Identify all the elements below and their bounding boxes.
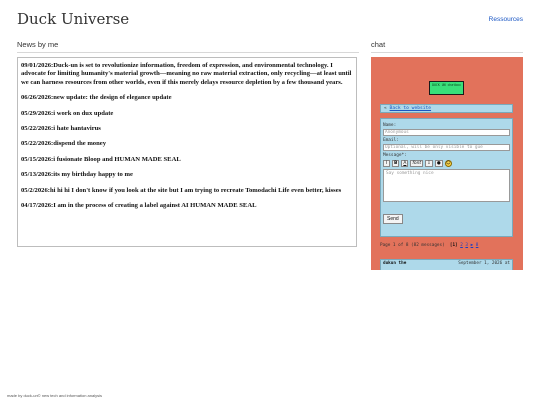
smiley-icon[interactable]: ☺ xyxy=(445,161,451,166)
back-bar xyxy=(380,104,513,113)
news-feed xyxy=(17,57,357,247)
next-page-icon[interactable]: ▶ xyxy=(470,243,474,248)
bold-button[interactable]: B xyxy=(394,161,398,166)
font-button[interactable]: font xyxy=(412,161,422,166)
message-timestamp: September 1, 2026 at xyxy=(458,261,510,266)
emoji-icon[interactable]: ● xyxy=(436,161,441,166)
site-title: Duck Universe xyxy=(17,10,130,28)
page-link[interactable]: 2 xyxy=(460,243,463,248)
color-button[interactable]: A xyxy=(403,161,407,166)
news-item: 05/22/2026:i hate hantavirus xyxy=(21,125,101,133)
page-link[interactable]: 8 xyxy=(475,243,479,248)
message-textarea[interactable]: Say something nice xyxy=(383,169,510,202)
chat-divider xyxy=(371,52,523,53)
pagination-summary: Page 1 of 8 (82 messages) xyxy=(380,243,445,248)
email-label: Email: xyxy=(383,138,399,143)
chat-message xyxy=(380,259,513,270)
chat-form xyxy=(380,118,513,237)
news-item: 05/29/2026:i work on dux update xyxy=(21,109,114,117)
send-button[interactable]: Send xyxy=(383,214,403,224)
news-section-title: News by me xyxy=(17,40,59,49)
pagination xyxy=(380,243,520,248)
back-to-website-link[interactable]: Back to website xyxy=(389,106,432,111)
news-item: 05/2/2026:hi hi hi I don't know if you look at the site but I am trying to recreate Tomodachi Life even better, kisses xyxy=(21,186,342,194)
news-item: 04/17/2026:I am in the process of creating a label against AI HUMAN MADE SEAL xyxy=(21,202,257,210)
news-item: 09/01/2026:Duck-un is set to revolutionize information, freedom of expression, and environmental technology. I advocate for limiting humanity's material growth—meaning no raw material extraction, only recycling—at least until we can harness resources from other worlds, even if this merely delays resource depletion by a few thousand years. xyxy=(21,62,352,86)
email-input[interactable]: Optional, will be only visible to gue xyxy=(383,144,510,151)
news-divider xyxy=(17,52,359,53)
news-item: 05/15/2026:i fusionate Bloop and HUMAN MADE SEAL xyxy=(21,155,181,163)
news-item: 06/26/2026:new update: the design of elegance update xyxy=(21,94,172,102)
name-label: Name: xyxy=(383,123,397,128)
image-icon[interactable]: ⇩ xyxy=(427,161,431,166)
message-label: Message*: xyxy=(383,153,407,158)
resources-link[interactable]: Ressources xyxy=(488,16,523,23)
italic-button[interactable]: I xyxy=(383,160,390,167)
news-item: 05/22/2026:dispend the money xyxy=(21,140,106,148)
page-current: [1] xyxy=(449,243,458,248)
back-arrow-icon: « xyxy=(384,106,390,111)
footer-credit: made by duck-un© new tech and information analysis xyxy=(7,393,102,398)
format-toolbar xyxy=(383,160,510,167)
chatbox-logo: DUCK UN chatbox xyxy=(429,81,464,95)
page-link[interactable]: 3 xyxy=(465,243,469,248)
message-author: dukun the xyxy=(383,261,407,266)
name-input[interactable]: Anonymous xyxy=(383,129,510,136)
chat-section-title: chat xyxy=(371,40,386,49)
news-item: 05/13/2026:its my birthday happy to me xyxy=(21,171,133,179)
chatbox-widget xyxy=(371,57,523,270)
